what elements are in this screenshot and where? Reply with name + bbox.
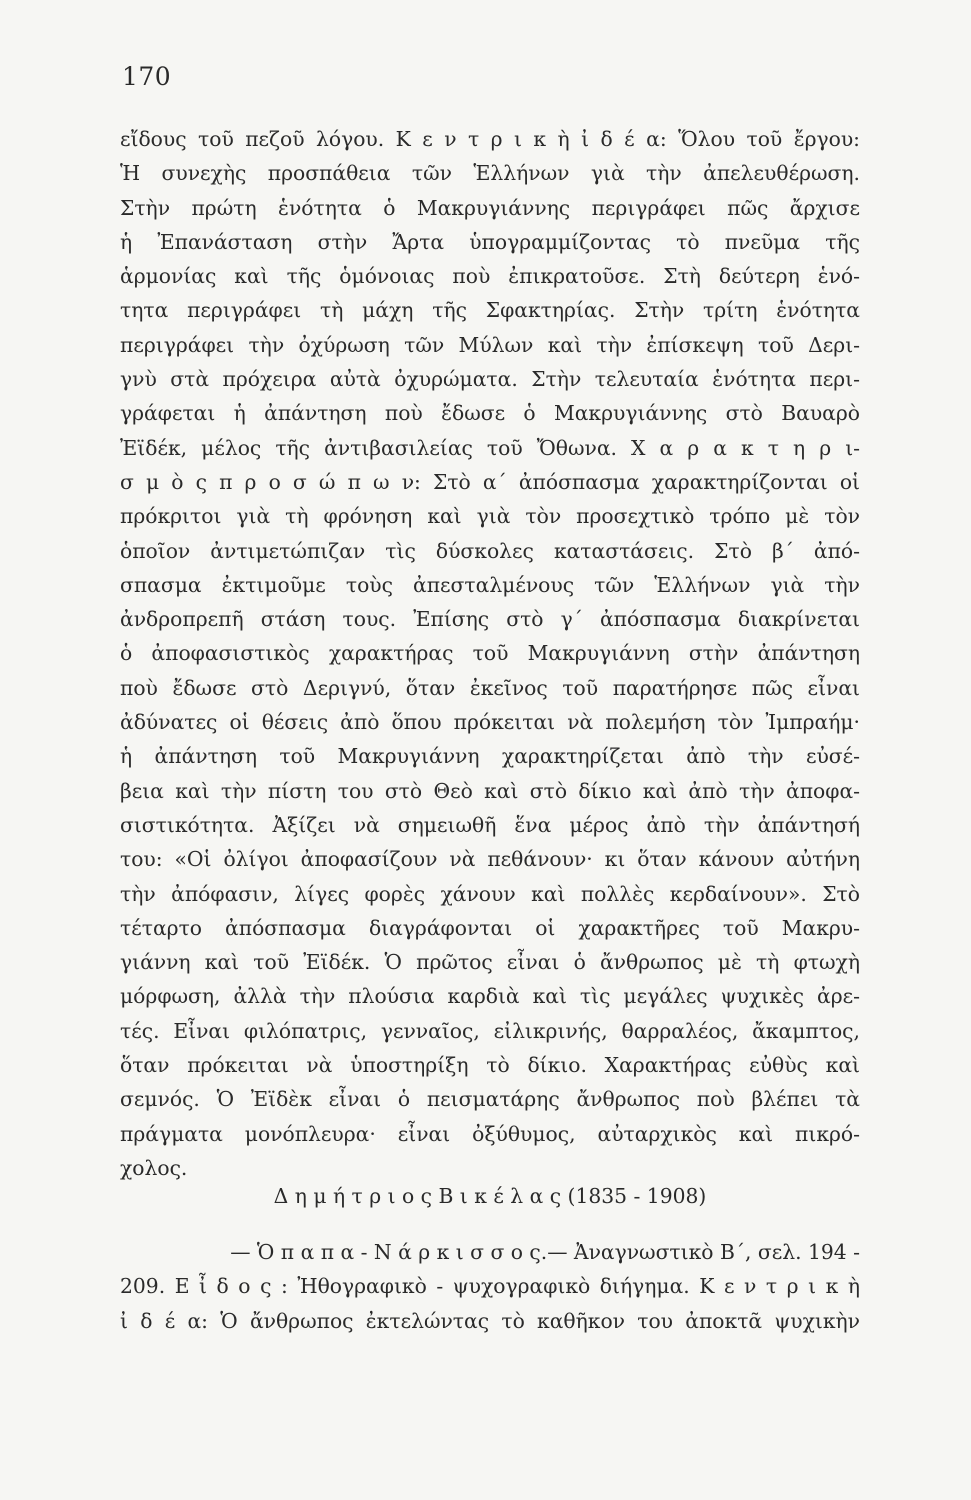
text-line: πρόκριτοι γιὰ τὴ φρόνηση καὶ γιὰ τὸν προσεχτικὸ τρόπο μὲ τὸν [120, 504, 860, 529]
text-line: Ἐϊδέκ, μέλος τῆς ἀντιβασιλείας τοῦ Ὄθωνα. Χ α ρ α κ τ η ρ ι- [120, 435, 860, 460]
text-line: μόρφωση, ἀλλὰ τὴν πλούσια καρδιὰ καὶ τὶς μεγάλες ψυχικὲς ἀρε- [120, 984, 860, 1009]
text-line: ὁποῖον ἀντιμετώπιζαν τὶς δύσκολες καταστάσεις. Στὸ β΄ ἀπό- [120, 538, 860, 563]
section-heading: Δ η μ ή τ ρ ι ο ς Β ι κ έ λ α ς (1835 - 1908) [273, 1184, 707, 1208]
entry-line: — Ὁ π α π α - Ν ά ρ κ ι σ σ ο ς.— Ἀναγνωστικὸ Β΄, σελ. 194 - [230, 1240, 860, 1264]
text-line: περιγράφει τὴν ὀχύρωση τῶν Μύλων καὶ τὴν ἐπίσκεψη τοῦ Δερι- [120, 332, 860, 357]
text-line: του: «Οἱ ὀλίγοι ἀποφασίζουν νὰ πεθάνουν· κι ὅταν κάνουν αὐτήνη [120, 847, 860, 872]
text-line: σπασμα ἐκτιμοῦμε τοὺς ἀπεσταλμένους τῶν Ἑλλήνων γιὰ τὴν [120, 572, 860, 597]
text-line: γράφεται ἡ ἀπάντηση ποὺ ἔδωσε ὁ Μακρυγιάννης στὸ Βαυαρὸ [120, 401, 860, 426]
text-line: σεμνός. Ὁ Ἐϊδὲκ εἶναι ὁ πεισματάρης ἄνθρωπος ποὺ βλέπει τὰ [120, 1087, 860, 1112]
text-line: ἡ ἀπάντηση τοῦ Μακρυγιάννη χαρακτηρίζεται ἀπὸ τὴν εὐσέ- [120, 744, 860, 769]
page-number: 170 [122, 62, 172, 91]
body-text [120, 122, 860, 1185]
text-line: ὅταν πρόκειται νὰ ὑποστηρίξη τὸ δίκιο. Χαρακτήρας εὐθὺς καὶ [120, 1053, 860, 1078]
text-line: ὁ ἀποφασιστικὸς χαρακτήρας τοῦ Μακρυγιάννη στὴν ἀπάντηση [120, 641, 860, 666]
text-line: σ μ ὸ ς π ρ ο σ ώ π ω ν: Στὸ α΄ ἀπόσπασμα χαρακτηρίζονται οἱ [120, 469, 860, 494]
text-line: τητα περιγράφει τὴ μάχη τῆς Σφακτηρίας. Στὴν τρίτη ἑνότητα [120, 298, 860, 323]
text-line: ἁρμονίας καὶ τῆς ὁμόνοιας ποὺ ἐπικρατοῦσε. Στὴ δεύτερη ἑνό- [120, 264, 860, 289]
text-line: τὴν ἀπόφασιν, λίγες φορὲς χάνουν καὶ πολλὲς κερδαίνουν». Στὸ [120, 881, 860, 906]
text-line: πράγματα μονόπλευρα· εἶναι ὀξύθυμος, αὐταρχικὸς καὶ πικρό- [120, 1121, 860, 1146]
text-line: τέταρτο ἀπόσπασμα διαγράφονται οἱ χαρακτῆρες τοῦ Μακρυ- [120, 915, 860, 940]
entry-text [120, 1235, 860, 1338]
text-line: ἡ Ἐπανάσταση στὴν Ἄρτα ὑπογραμμίζοντας τὸ πνεῦμα τῆς [120, 229, 860, 254]
entry-line: 209. Ε ἶ δ ο ς : Ἠθογραφικὸ - ψυχογραφικὸ διήγημα. Κ ε ν τ ρ ι κ ὴ [120, 1274, 860, 1299]
text-line: χολος. [120, 1155, 188, 1180]
entry-line: ἰ δ έ α: Ὁ ἄνθρωπος ἐκτελώντας τὸ καθῆκον του ἀποκτᾶ ψυχικὴν [120, 1308, 860, 1333]
text-line: γνὺ στὰ πρόχειρα αὐτὰ ὀχυρώματα. Στὴν τελευταία ἑνότητα περι- [120, 367, 860, 392]
text-line: ἀνδροπρεπῆ στάση τους. Ἐπίσης στὸ γ΄ ἀπόσπασμα διακρίνεται [120, 607, 860, 632]
text-line: Στὴν πρώτη ἑνότητα ὁ Μακρυγιάννης περιγράφει πῶς ἄρχισε [120, 195, 860, 220]
text-line: εἴδους τοῦ πεζοῦ λόγου. Κ ε ν τ ρ ι κ ὴ ἰ δ έ α: Ὅλου τοῦ ἔργου: [120, 127, 860, 151]
text-line: σιστικότητα. Ἀξίζει νὰ σημειωθῆ ἕνα μέρος ἀπὸ τὴν ἀπάντησή [120, 812, 860, 837]
text-line: ἀδύνατες οἱ θέσεις ἀπὸ ὅπου πρόκειται νὰ πολεμήση τὸν Ἰμπραήμ· [120, 710, 860, 735]
text-line: γιάννη καὶ τοῦ Ἐϊδέκ. Ὁ πρῶτος εἶναι ὁ ἄνθρωπος μὲ τὴ φτωχὴ [120, 950, 860, 975]
text-line: βεια καὶ τὴν πίστη του στὸ Θεὸ καὶ στὸ δίκιο καὶ ἀπὸ τὴν ἀποφα- [120, 778, 860, 803]
text-line: τές. Εἶναι φιλόπατρις, γενναῖος, εἰλικρινής, θαρραλέος, ἄκαμπτος, [120, 1018, 860, 1043]
text-line: Ἡ συνεχὴς προσπάθεια τῶν Ἑλλήνων γιὰ τὴν ἀπελευθέρωση. [120, 161, 860, 186]
text-line: ποὺ ἔδωσε στὸ Δεριγνύ, ὅταν ἐκεῖνος τοῦ παρατήρησε πῶς εἶναι [120, 675, 860, 700]
